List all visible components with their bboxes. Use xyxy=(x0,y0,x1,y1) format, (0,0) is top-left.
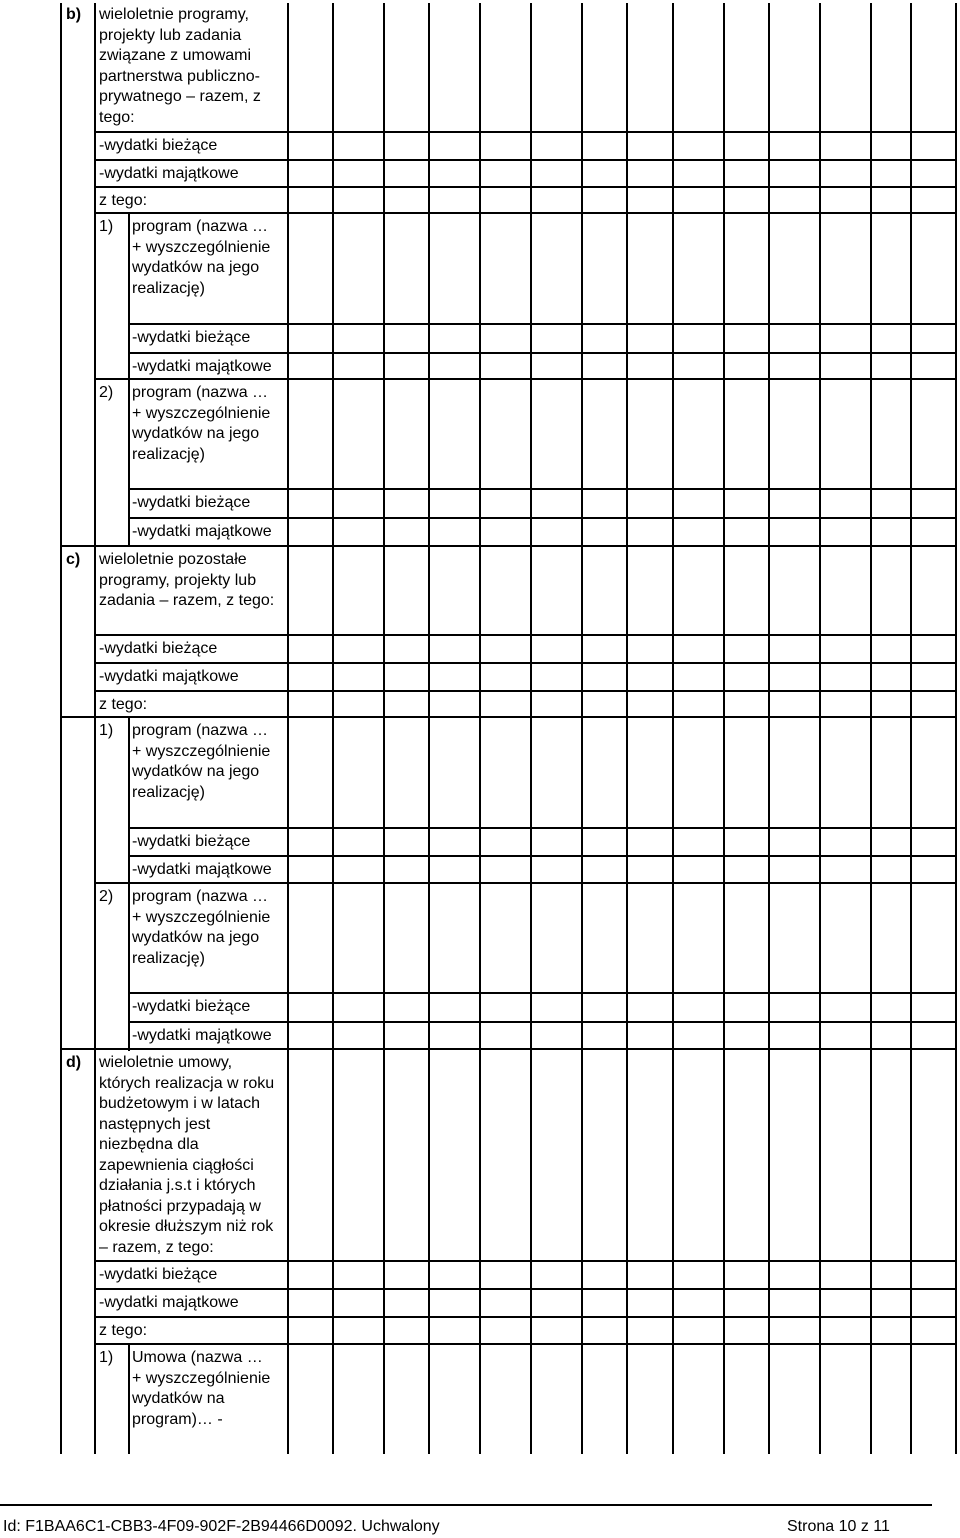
grid-line-vertical xyxy=(626,3,628,1454)
section-title: wieloletnie umowy, których realizacja w roku budżetowym i w latach następnych jest niezbędna dla zapewnienia ciągłości działania j.s.t i których płatności przypadają w okresie dłuższym niż rok – razem, z tego: xyxy=(99,1054,275,1256)
grid-line-horizontal xyxy=(128,352,957,354)
section-label: d) xyxy=(66,1054,82,1071)
grid-line-vertical xyxy=(768,3,770,1454)
grid-line-vertical xyxy=(581,3,583,1454)
section-title: wieloletnie programy, projekty lub zadania związane z umowami partnerstwa publiczno-prywatnego – razem, z tego: xyxy=(99,6,261,126)
item-description: Umowa (nazwa …+ wyszczególnienie wydatków na program)… - xyxy=(132,1349,271,1428)
item-number: 2) xyxy=(99,888,114,905)
footer-rule xyxy=(0,1504,932,1506)
grid-line-vertical xyxy=(910,3,912,1454)
grid-line-vertical xyxy=(287,3,289,1454)
grid-line-vertical xyxy=(479,3,481,1454)
expense-type: -wydatki majątkowe xyxy=(132,1027,272,1044)
grid-line-horizontal xyxy=(60,716,955,718)
item-description: program (nazwa …+ wyszczególnienie wydatków na jego realizację) xyxy=(132,218,271,297)
grid-line-horizontal xyxy=(94,131,957,133)
expense-type: -wydatki bieżące xyxy=(132,998,251,1015)
grid-line-vertical xyxy=(383,3,385,1454)
expense-type: -wydatki bieżące xyxy=(132,329,251,346)
grid-line-horizontal xyxy=(94,159,957,161)
footer-page-number: Strona 10 z 11 xyxy=(787,1518,890,1535)
of-which-label: z tego: xyxy=(99,192,148,209)
section-title: wieloletnie pozostałe programy, projekty lub zadania – razem, z tego: xyxy=(99,551,275,609)
grid-line-horizontal xyxy=(94,882,957,884)
of-which-label: z tego: xyxy=(99,1322,148,1339)
footer-document-id: Id: F1BAA6C1-CBB3-4F09-902F-2B94466D0092. Uchwalony xyxy=(3,1518,440,1535)
grid-line-vertical xyxy=(870,3,872,1454)
grid-line-horizontal xyxy=(128,827,957,829)
expense-type: -wydatki bieżące xyxy=(99,1266,218,1283)
section-label: b) xyxy=(66,6,82,23)
expense-type: -wydatki majątkowe xyxy=(99,165,239,182)
grid-line-horizontal xyxy=(128,517,957,519)
grid-line-horizontal xyxy=(94,690,957,692)
grid-line-vertical xyxy=(723,3,725,1454)
section-label: c) xyxy=(66,551,81,568)
grid-line-horizontal xyxy=(94,1288,957,1290)
item-description: program (nazwa …+ wyszczególnienie wydatków na jego realizację) xyxy=(132,384,271,463)
grid-line-vertical xyxy=(955,3,957,1454)
grid-line-horizontal xyxy=(128,855,957,857)
grid-line-horizontal xyxy=(60,1048,957,1050)
grid-line-horizontal xyxy=(94,186,957,188)
expense-type: -wydatki majątkowe xyxy=(132,861,272,878)
grid-line-vertical xyxy=(94,3,96,1454)
grid-line-vertical xyxy=(428,3,430,1454)
expense-type: -wydatki majątkowe xyxy=(132,523,272,540)
item-number: 2) xyxy=(99,384,114,401)
grid-line-horizontal xyxy=(128,323,957,325)
grid-line-horizontal xyxy=(94,212,957,214)
grid-line-horizontal xyxy=(128,992,957,994)
item-number: 1) xyxy=(99,218,114,235)
grid-line-vertical xyxy=(819,3,821,1454)
item-description: program (nazwa …+ wyszczególnienie wydatków na jego realizację) xyxy=(132,722,271,801)
grid-line-vertical xyxy=(530,3,532,1454)
item-number: 1) xyxy=(99,1349,114,1366)
grid-line-horizontal xyxy=(128,488,957,490)
grid-line-horizontal xyxy=(94,1316,957,1318)
expense-type: -wydatki bieżące xyxy=(132,494,251,511)
grid-line-horizontal xyxy=(94,378,957,380)
grid-line-horizontal xyxy=(94,1260,957,1262)
expense-type: -wydatki majątkowe xyxy=(99,1294,239,1311)
grid-line-vertical xyxy=(332,3,334,1454)
expense-type: -wydatki bieżące xyxy=(132,833,251,850)
expense-type: -wydatki majątkowe xyxy=(132,358,272,375)
expense-type: -wydatki bieżące xyxy=(99,137,218,154)
grid-line-horizontal xyxy=(94,634,957,636)
of-which-label: z tego: xyxy=(99,696,148,713)
grid-line-horizontal xyxy=(94,662,957,664)
expense-type: -wydatki bieżące xyxy=(99,640,218,657)
expense-type: -wydatki majątkowe xyxy=(99,668,239,685)
grid-line-horizontal xyxy=(60,545,957,547)
grid-line-horizontal xyxy=(94,1343,957,1345)
grid-line-vertical xyxy=(60,3,62,1454)
grid-line-vertical xyxy=(128,1343,130,1454)
grid-line-horizontal xyxy=(60,716,94,718)
grid-line-vertical xyxy=(672,3,674,1454)
grid-line-horizontal xyxy=(128,1021,957,1023)
item-number: 1) xyxy=(99,722,114,739)
item-description: program (nazwa …+ wyszczególnienie wydatków na jego realizację) xyxy=(132,888,271,967)
